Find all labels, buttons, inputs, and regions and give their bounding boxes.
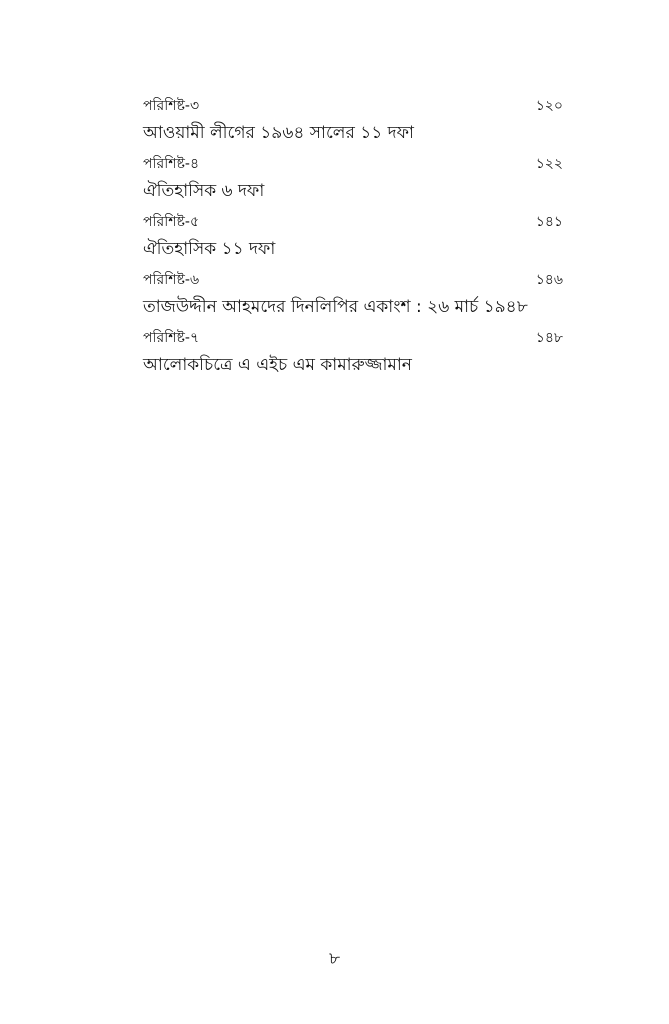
- entry-title: আলোকচিত্রে এ এইচ এম কামারুজ্জামান: [143, 355, 412, 375]
- page-number-ref: ১৪৮: [535, 330, 563, 346]
- page-number-ref: ১৪১: [535, 214, 563, 230]
- entry-title: আওয়ামী লীগের ১৯৬৪ সালের ১১ দফা: [143, 123, 414, 143]
- toc-entry-appendix-4: [143, 155, 563, 213]
- appendix-label: পরিশিষ্ট-৭: [143, 330, 200, 346]
- appendix-label: পরিশিষ্ট-৫: [143, 214, 200, 230]
- toc-entry-appendix-3: [143, 97, 563, 155]
- page-number-ref: ১৪৬: [535, 272, 563, 288]
- appendix-label: পরিশিষ্ট-৬: [143, 272, 200, 288]
- entry-title: ঐতিহাসিক ১১ দফা: [143, 239, 276, 259]
- appendix-label: পরিশিষ্ট-৩: [143, 98, 200, 114]
- table-of-contents: [143, 97, 563, 387]
- page-number-ref: ১২০: [535, 98, 563, 114]
- toc-entry-appendix-5: [143, 213, 563, 271]
- entry-title: ঐতিহাসিক ৬ দফা: [143, 181, 265, 201]
- appendix-label: পরিশিষ্ট-৪: [143, 156, 200, 172]
- entry-title: তাজউদ্দীন আহমদের দিনলিপির একাংশ : ২৬ মার্চ ১৯৪৮: [143, 297, 528, 317]
- toc-entry-appendix-6: [143, 271, 563, 329]
- page-folio: ৮: [328, 949, 341, 969]
- page-number-ref: ১২২: [535, 156, 563, 172]
- toc-entry-appendix-7: [143, 329, 563, 387]
